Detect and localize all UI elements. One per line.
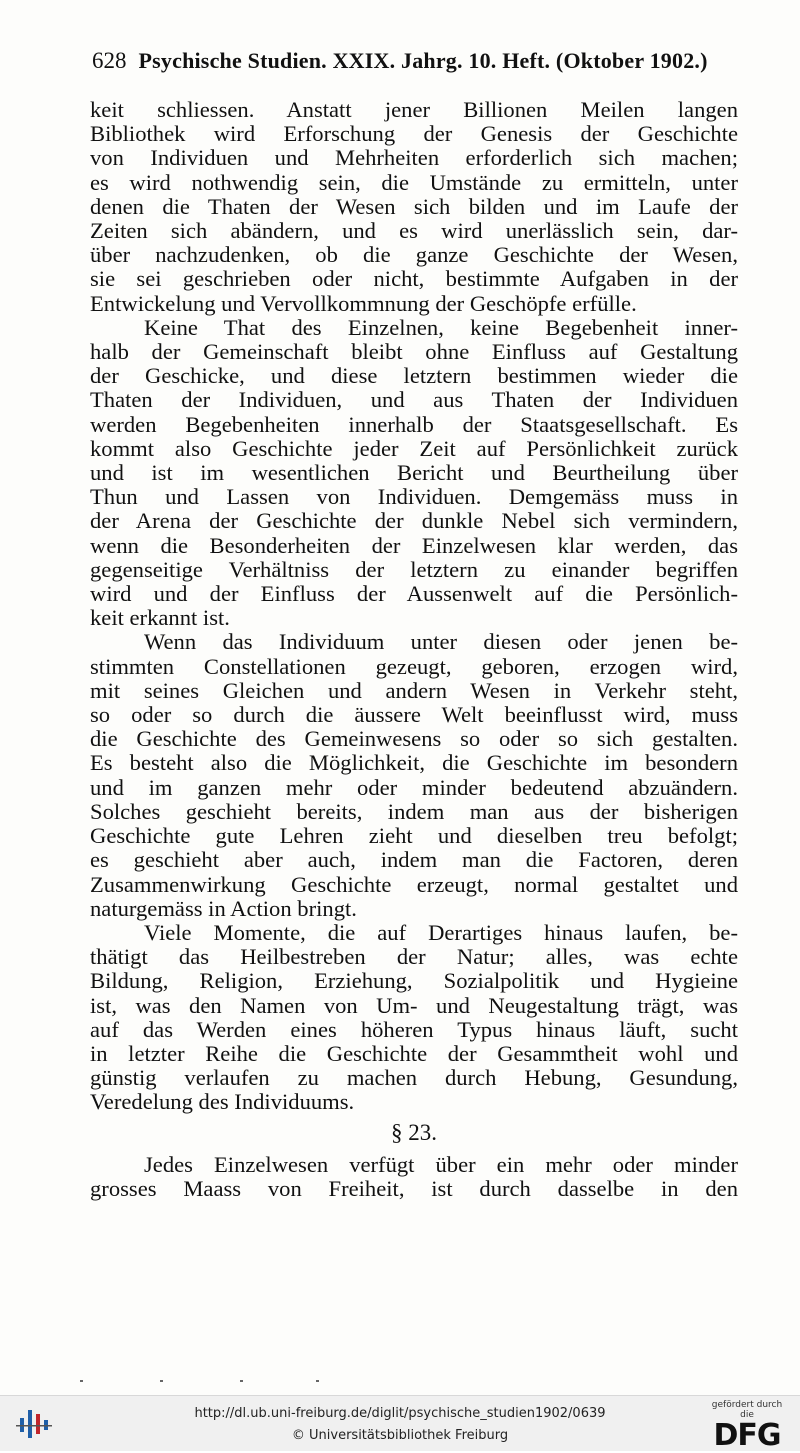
text-line: auf das Werden eines höheren Typus hinaus läuft, sucht (90, 1017, 738, 1042)
text-line: günstig verlaufen zu machen durch Hebung, Gesundung, (90, 1066, 738, 1091)
text-line: über nachzudenken, ob die ganze Geschichte der Wesen, (90, 243, 738, 268)
text-line: Es besteht also die Möglichkeit, die Geschichte im besondern (90, 751, 738, 776)
text-line: in letzter Reihe die Geschichte der Gesammtheit wohl und (90, 1041, 738, 1066)
text-line: Bibliothek wird Erforschung der Genesis der Geschichte (90, 122, 738, 147)
running-title: Psychische Studien. XXIX. Jahrg. 10. Heft. (Oktober 1902.) (138, 48, 708, 73)
text-line: denen die Thaten der Wesen sich bilden und im Laufe der (90, 194, 738, 219)
text-line: die Geschichte des Gemeinwesens so oder so sich gestalten. (90, 727, 738, 752)
ub-freiburg-logo-icon (14, 1404, 54, 1444)
text-line: Viele Momente, die auf Derartiges hinaus laufen, be- (144, 920, 738, 945)
text-line: ist, was den Namen von Um- und Neugestaltung trägt, was (90, 993, 738, 1018)
text-line: Jedes Einzelwesen verfügt über ein mehr oder minder (144, 1152, 738, 1177)
text-line: Bildung, Religion, Erziehung, Sozialpolitik und Hygieine (90, 969, 738, 994)
text-line: keit schliessen. Anstatt jener Billionen Meilen langen (90, 98, 738, 122)
document-url[interactable]: http://dl.ub.uni-freiburg.de/diglit/psychische_studien1902/0639 (194, 1406, 606, 1421)
text-line: so oder so durch die äussere Welt beeinflusst wird, muss (90, 703, 738, 728)
text-line: der Geschicke, und diese letztern bestimmen wieder die (90, 364, 738, 389)
text-line: von Individuen und Mehrheiten erforderlich sich machen; (90, 146, 738, 171)
scan-marks (80, 1380, 330, 1384)
text-line: naturgemäss in Action bringt. (90, 896, 357, 921)
text-line: Thun und Lassen von Individuen. Demgemäss muss in (90, 485, 738, 510)
text-line: der Arena der Geschichte der dunkle Nebel sich vermindern, (90, 509, 738, 534)
body-text (90, 98, 738, 1201)
dfg-wordmark: DFG (713, 1418, 781, 1453)
text-line: sie sei geschrieben oder nicht, bestimmte Aufgaben in der (90, 267, 738, 292)
text-line: wird und der Einfluss der Aussenwelt auf die Persönlich- (90, 582, 738, 607)
text-line: halb der Gemeinschaft bleibt ohne Einfluss auf Gestaltung (90, 340, 738, 365)
text-line: Zeiten sich abändern, und es wird unerlässlich sein, dar- (90, 219, 738, 244)
text-line: wenn die Besonderheiten der Einzelwesen klar werden, das (90, 533, 738, 558)
text-line: es geschieht aber auch, indem man die Factoren, deren (90, 848, 738, 873)
text-line: es wird nothwendig sein, die Umstände zu ermitteln, unter (90, 170, 738, 195)
copyright-notice: © Universitätsbibliothek Freiburg (291, 1428, 509, 1443)
text-line: und im ganzen mehr oder minder bedeutend abzuändern. (90, 775, 738, 800)
text-line: werden Begebenheiten innerhalb der Staatsgesellschaft. Es (90, 412, 738, 437)
text-line: Entwickelung und Vervollkommnung der Geschöpfe erfülle. (90, 291, 637, 316)
dfg-logo (704, 1400, 790, 1453)
text-line: keit erkannt ist. (90, 606, 230, 631)
text-line: Wenn das Individuum unter diesen oder jenen be- (144, 630, 738, 655)
viewer-footer (0, 1395, 800, 1451)
paragraph (90, 1153, 738, 1201)
running-head (92, 48, 738, 78)
dfg-funding-note: gefördert durch die (711, 1400, 783, 1420)
text-line: mit seines Gleichen und andern Wesen in Verkehr steht, (90, 678, 738, 703)
text-line: Keine That des Einzelnen, keine Begebenheit inner- (144, 315, 738, 340)
page-number: 628 (92, 48, 127, 73)
paragraph (90, 98, 738, 316)
text-line: Solches geschieht bereits, indem man aus der bisherigen (90, 799, 738, 824)
text-line: Geschichte gute Lehren zieht und dieselben treu befolgt; (90, 824, 738, 849)
text-line: thätigt das Heilbestreben der Natur; alles, was echte (90, 945, 738, 970)
text-line: kommt also Geschichte jeder Zeit auf Persönlichkeit zurück (90, 436, 738, 461)
text-line: gegenseitige Verhältniss der letztern zu einander begriffen (90, 557, 738, 582)
paragraph (90, 921, 738, 1115)
paragraph (90, 316, 738, 631)
text-line: Zusammenwirkung Geschichte erzeugt, normal gestaltet und (90, 872, 738, 897)
section-heading: § 23. (391, 1119, 437, 1145)
text-line: Veredelung des Individuums. (90, 1090, 355, 1115)
text-line: grosses Maass von Freiheit, ist durch dasselbe in den (90, 1176, 738, 1201)
paragraph (90, 630, 738, 920)
text-line: und ist im wesentlichen Bericht und Beurtheilung über (90, 461, 738, 486)
text-line: stimmten Constellationen gezeugt, geboren, erzogen wird, (90, 654, 738, 679)
text-line: Thaten der Individuen, und aus Thaten der Individuen (90, 388, 738, 413)
